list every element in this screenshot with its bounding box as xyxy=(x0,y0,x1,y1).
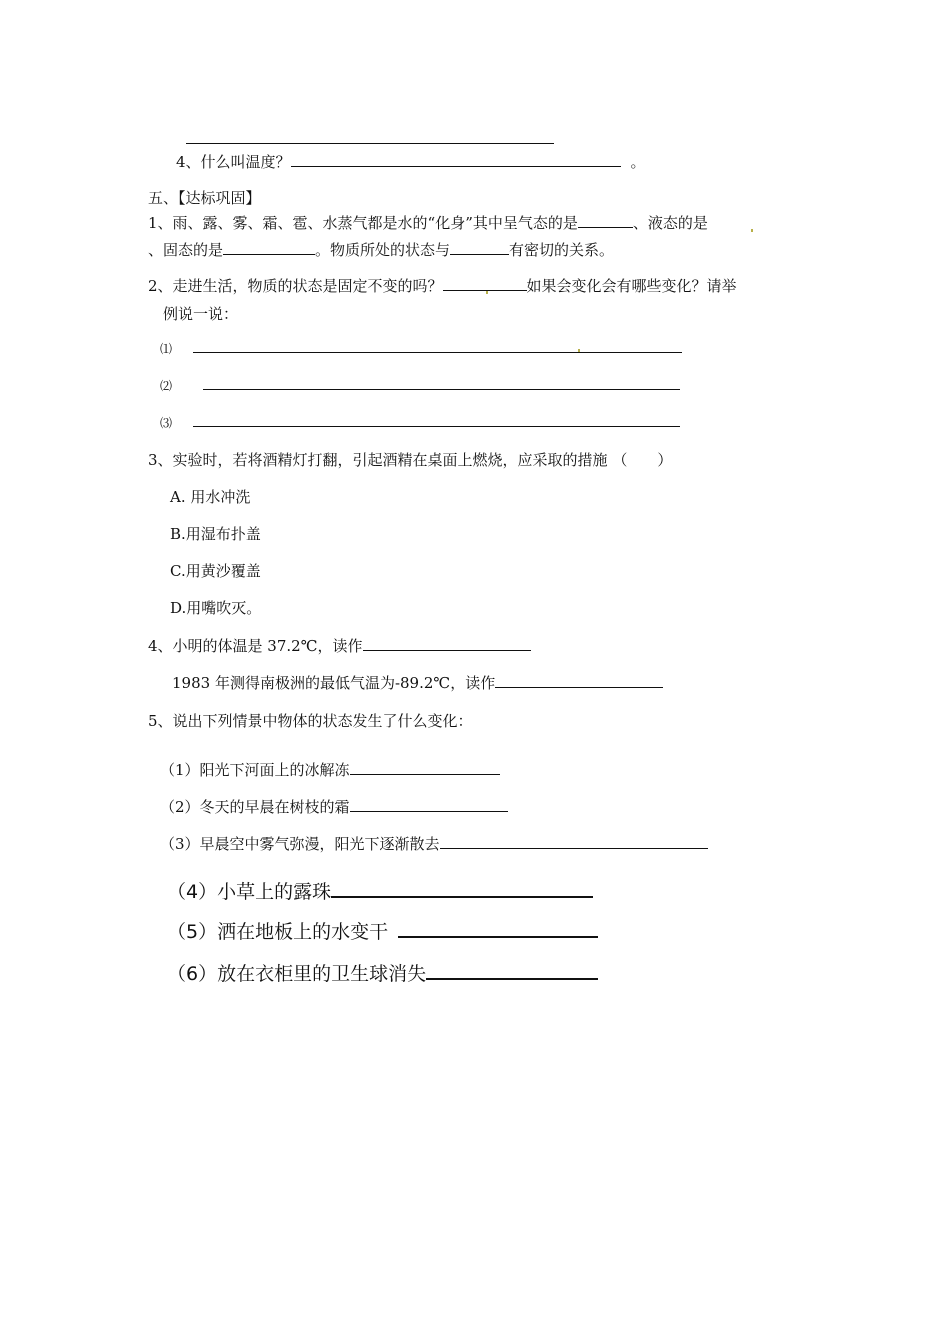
option-c[interactable]: C.用黄沙覆盖 xyxy=(170,562,261,580)
answer-blank-body-temp[interactable] xyxy=(363,636,531,651)
example-item-2-label: ⑵ xyxy=(160,379,173,393)
answer-blank-change-3[interactable] xyxy=(440,834,708,849)
answer-blank-change-4[interactable] xyxy=(331,878,593,898)
option-b[interactable]: B.用湿布扑盖 xyxy=(170,525,261,543)
answer-blank-antarctic-temp[interactable] xyxy=(495,673,663,688)
example-item-3-label: ⑶ xyxy=(160,416,173,430)
change-item-5 xyxy=(167,918,598,944)
question-4-reading-1 xyxy=(148,636,531,656)
question-1-line-2 xyxy=(148,240,614,260)
answer-blank-change-2[interactable] xyxy=(350,797,508,812)
ink-dot xyxy=(578,349,580,352)
question-5: 5、说出下列情景中物体的状态发生了什么变化： xyxy=(148,712,473,730)
change-item-2-text: （2）冬天的早晨在树枝的霜 xyxy=(160,798,350,816)
option-a[interactable]: A. 用水冲洗 xyxy=(170,488,251,506)
change-item-3-text: （3）早晨空中雾气弥漫，阳光下逐渐散去 xyxy=(160,835,440,853)
question-1-text-a: 1、雨、露、雾、霜、雹、水蒸气都是水的“化身”其中呈气态的是 xyxy=(148,214,578,232)
answer-blank-solid[interactable] xyxy=(223,240,315,255)
question-temperature xyxy=(176,152,646,172)
change-item-4-text: （4）小草上的露珠 xyxy=(167,881,332,903)
change-item-6-text: （6）放在衣柜里的卫生球消失 xyxy=(167,963,427,985)
question-1-text-e: 有密切的关系。 xyxy=(509,241,615,259)
answer-blank-gas[interactable] xyxy=(578,213,633,228)
example-item-1-line[interactable] xyxy=(193,352,682,353)
answer-blank-change-5[interactable] xyxy=(398,918,598,938)
question-1-line-1 xyxy=(148,213,708,233)
answer-blank-change-1[interactable] xyxy=(350,760,500,775)
question-4-reading-2-text: 1983 年测得南极洲的最低气温为-89.2℃，读作 xyxy=(172,674,496,692)
example-item-1-label: ⑴ xyxy=(160,342,173,356)
answer-blank-fixed-state[interactable] xyxy=(443,276,527,291)
change-item-2 xyxy=(160,797,508,817)
question-4-reading-2 xyxy=(172,673,663,693)
answer-blank-temperature[interactable] xyxy=(291,152,621,167)
question-2-text-a: 2、走进生活，物质的状态是固定不变的吗？ xyxy=(148,277,443,295)
answer-line-top xyxy=(186,143,554,144)
question-2-line-1 xyxy=(148,276,737,296)
question-2-text-b: 如果会变化会有哪些变化？请举 xyxy=(526,277,737,295)
change-item-1 xyxy=(160,760,500,780)
ink-dot xyxy=(486,291,488,294)
answer-blank-relation[interactable] xyxy=(450,240,509,255)
question-4-reading-1-text: 4、小明的体温是 37.2℃，读作 xyxy=(148,637,363,655)
question-1-text-d: 。物质所处的状态与 xyxy=(315,241,451,259)
example-item-3-line[interactable] xyxy=(193,426,680,427)
question-temperature-label: 4、什么叫温度？ xyxy=(176,153,291,171)
question-2-line-2: 例说一说： xyxy=(163,305,239,323)
example-item-2-line[interactable] xyxy=(203,389,680,390)
change-item-6 xyxy=(167,960,598,986)
ink-dot xyxy=(751,229,753,232)
change-item-4 xyxy=(167,878,593,904)
question-1-text-c: 、固态的是 xyxy=(148,241,224,259)
question-temperature-end: 。 xyxy=(630,153,646,171)
question-3: 3、实验时，若将酒精灯打翻，引起酒精在桌面上燃烧，应采取的措施 （ ） xyxy=(148,451,673,469)
change-item-3 xyxy=(160,834,708,854)
change-item-1-text: （1）阳光下河面上的冰解冻 xyxy=(160,761,350,779)
section-heading: 五、【达标巩固】 xyxy=(148,189,261,207)
option-d[interactable]: D.用嘴吹灭。 xyxy=(170,599,262,617)
answer-blank-change-6[interactable] xyxy=(426,960,598,980)
change-item-5-text: （5）洒在地板上的水变干 xyxy=(167,921,389,943)
question-1-text-b: 、液态的是 xyxy=(632,214,708,232)
